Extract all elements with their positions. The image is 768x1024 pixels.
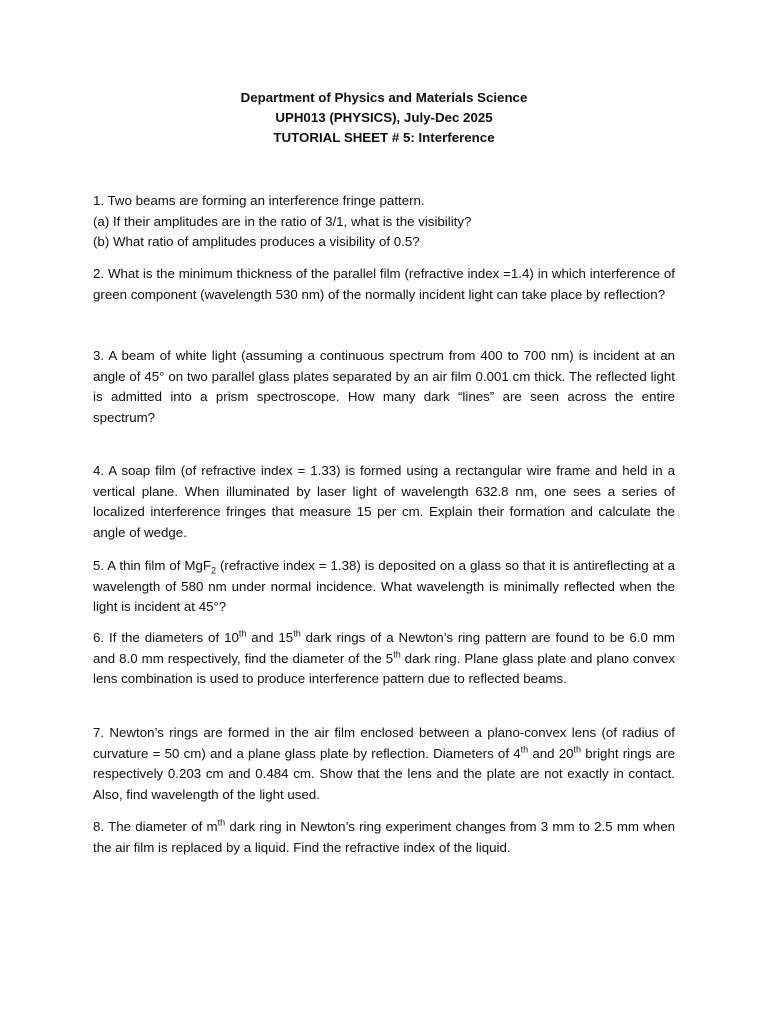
question-3: [93, 346, 675, 428]
question-7-part-2: and 20: [528, 745, 574, 761]
question-7-sup-2: th: [573, 744, 582, 755]
question-7-part-1: 7. Newton’s rings are formed in the air film enclosed between a plano-convex lens (of radius of curvature = 50 cm) and a plane glass plate by reflection. Diameters of 4: [93, 725, 675, 761]
question-8: [93, 817, 675, 858]
question-6-part-4: dark ring. Plane glass plate and plano convex lens combination is used to produce interference pattern due to reflected beams.: [93, 650, 676, 687]
question-5-part-2: (refractive index = 1.38) is deposited on a glass so that it is antireflecting at a wavelength of 580 nm under normal incidence. What wavelength is minimally reflected when the light is incident at 45°?: [93, 558, 675, 615]
question-2-text: 2. What is the minimum thickness of the parallel film (refractive index =1.4) in which interference of green component (wavelength 530 nm) of the normally incident light can take place by reflection?: [93, 266, 675, 302]
question-3-text: 3. A beam of white light (assuming a continuous spectrum from 400 to 700 nm) is incident at an angle of 45° on two parallel glass plates separated by an air film 0.001 cm thick. The reflected light is admitted into a prism spectroscope. How many dark “lines” are seen across the entire spectrum?: [93, 348, 675, 425]
question-1: [93, 191, 675, 253]
question-8-sup-1: th: [217, 817, 226, 828]
question-2: [93, 264, 675, 305]
document-header: [0, 88, 768, 148]
question-1-part-a: (a) If their amplitudes are in the ratio of 3/1, what is the visibility?: [93, 213, 472, 229]
question-6-text: [93, 628, 675, 690]
question-7-part-3: bright rings are respectively 0.203 cm and 0.484 cm. Show that the lens and the plate are not exactly in contact. Also, find wavelength of the light used.: [93, 745, 675, 802]
question-6-sup-3: th: [393, 649, 401, 660]
question-7-sup-1: th: [520, 744, 529, 755]
question-8-part-1: 8. The diameter of m: [93, 819, 218, 834]
question-5-subscript: 2: [211, 565, 217, 576]
question-5-part-1: 5. A thin film of MgF: [93, 558, 212, 573]
question-6-part-3: dark rings of a Newton’s ring pattern are found to be 6.0 mm and 8.0 mm respectively, find the diameter of the 5: [93, 630, 675, 666]
question-6-sup-1: th: [238, 628, 247, 639]
course-title: UPH013 (PHYSICS), July-Dec 2025: [275, 110, 493, 125]
question-7: [93, 723, 675, 805]
question-1-part-b: (b) What ratio of amplitudes produces a visibility of 0.5?: [93, 234, 420, 250]
question-1-line-1: 1. Two beams are forming an interference fringe pattern.: [93, 193, 425, 208]
question-6-part-2: and 15: [246, 630, 294, 645]
question-5-text: [93, 556, 675, 618]
department-title: Department of Physics and Materials Science: [240, 90, 528, 105]
question-4: [93, 461, 675, 543]
question-6: [93, 628, 675, 690]
question-7-text: [93, 723, 675, 805]
question-6-part-1: 6. If the diameters of 10: [93, 630, 239, 645]
question-4-text: 4. A soap film (of refractive index = 1.33) is formed using a rectangular wire frame and held in a vertical plane. When illuminated by laser light of wavelength 632.8 nm, one sees a series of localized interference fringes that measure 15 per cm. Explain their formation and calculate the angle of wedge.: [93, 463, 675, 540]
question-8-text: [93, 817, 675, 858]
question-8-part-2: dark ring in Newton’s ring experiment changes from 3 mm to 2.5 mm when the air film is replaced by a liquid. Find the refractive index of the liquid.: [93, 819, 675, 855]
question-5: [93, 556, 675, 618]
sheet-title: TUTORIAL SHEET # 5: Interference: [273, 130, 495, 145]
question-6-sup-2: th: [293, 628, 301, 639]
